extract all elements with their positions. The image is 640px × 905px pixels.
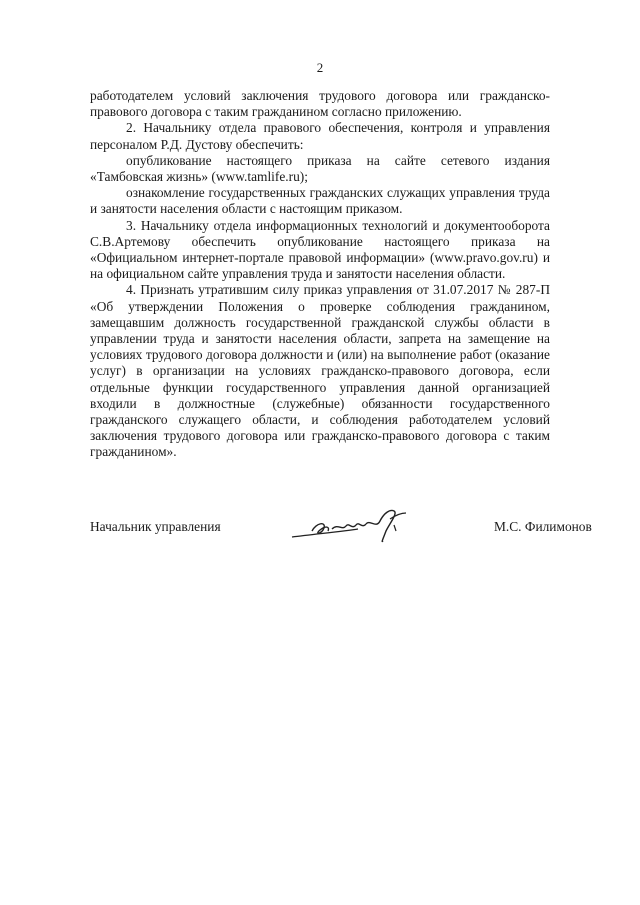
- paragraph-item-4: 4. Признать утратившим силу приказ управления от 31.07.2017 № 287-П «Об утверждении Положения о проверке соблюдения гражданином, замещавшим должность государственной гражданской службы области в управлении труда и занятости населения области, запрета на замещение на условиях трудового договора должности и (или) на выполнение работ (оказание услуг) в организации на условиях гражданско-правового договора, если отдельные функции государственного управления данной организацией входили в должностные (служебные) обязанности государственного гражданского служащего области, и соблюдения работодателем условий заключения трудового договора или гражданско-правового договора с таким гражданином».: [90, 282, 550, 460]
- paragraph-item-2-familiarization: ознакомление государственных гражданских служащих управления труда и занятости населения области с настоящим приказом.: [90, 185, 550, 217]
- paragraph-item-3: 3. Начальнику отдела информационных технологий и документооборота С.В.Артемову обеспечить опубликование настоящего приказа на «Официальном интернет-портале правовой информации» (www.pravo.gov.ru) и на официальном сайте управления труда и занятости населения области.: [90, 217, 550, 282]
- signatory-name: М.С. Филимонов: [494, 519, 592, 534]
- page-number: 2: [316, 60, 324, 75]
- signature-block: [90, 515, 640, 555]
- paragraph-item-2: 2. Начальнику отдела правового обеспечения, контроля и управления персоналом Р.Д. Дустову обеспечить:: [90, 120, 550, 152]
- paragraph-continuation: работодателем условий заключения трудового договора или гражданско-правового договора с таким гражданином согласно приложению.: [90, 88, 550, 120]
- handwritten-signature: [286, 501, 426, 549]
- paragraph-item-2-publication: опубликование настоящего приказа на сайте сетевого издания «Тамбовская жизнь» (www.tamlife.ru);: [90, 152, 550, 185]
- document-body: [90, 88, 550, 461]
- signatory-position: Начальник управления: [90, 519, 221, 534]
